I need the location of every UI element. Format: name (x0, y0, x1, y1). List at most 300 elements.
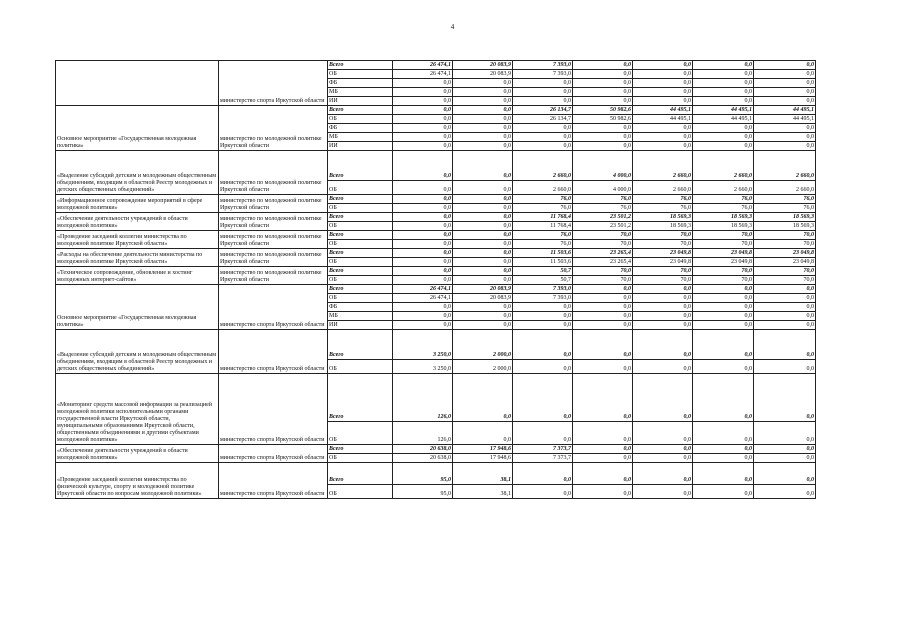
amount-cell: 23 265,4 (573, 258, 633, 267)
amount-cell: 70,0 (754, 240, 816, 249)
funding-source: ОБ (328, 485, 393, 499)
funding-source: МБ (328, 88, 393, 97)
amount-cell: 0,0 (633, 285, 693, 294)
amount-cell: 0,0 (754, 321, 816, 330)
amount-cell: 7 393,0 (513, 61, 573, 70)
amount-cell: 126,0 (393, 374, 453, 422)
amount-cell: 20 083,9 (453, 70, 513, 79)
amount-cell: 18 569,3 (693, 222, 754, 231)
funding-source: ОБ (328, 422, 393, 445)
amount-cell: 0,0 (513, 463, 573, 485)
amount-cell: 11 768,4 (513, 222, 573, 231)
amount-cell: 0,0 (453, 267, 513, 276)
amount-cell: 0,0 (513, 97, 573, 106)
amount-cell: 44 495,1 (633, 106, 693, 115)
amount-cell: 0,0 (453, 195, 513, 204)
amount-cell: 0,0 (573, 79, 633, 88)
amount-cell: 0,0 (754, 70, 816, 79)
amount-cell: 26 134,7 (513, 106, 573, 115)
funding-source: ИИ (328, 97, 393, 106)
responsible-executor: министерство спорта Иркутской области (219, 285, 328, 330)
funding-source: ОБ (328, 294, 393, 303)
amount-cell: 0,0 (693, 360, 754, 374)
amount-cell: 0,0 (633, 61, 693, 70)
amount-cell: 18 569,3 (754, 222, 816, 231)
amount-cell: 2 000,0 (453, 360, 513, 374)
amount-cell: 0,0 (754, 312, 816, 321)
responsible-executor: министерство спорта Иркутской области (219, 445, 328, 463)
amount-cell: 26 474,1 (393, 70, 453, 79)
amount-cell: 76,0 (633, 195, 693, 204)
amount-cell: 0,0 (393, 79, 453, 88)
amount-cell: 23 049,8 (754, 249, 816, 258)
amount-cell: 0,0 (754, 124, 816, 133)
amount-cell: 7 393,0 (513, 70, 573, 79)
amount-cell: 0,0 (513, 485, 573, 499)
amount-cell: 44 495,1 (754, 106, 816, 115)
amount-cell: 70,0 (573, 231, 633, 240)
amount-cell: 0,0 (693, 454, 754, 463)
funding-source: Всего (328, 195, 393, 204)
amount-cell: 23 049,8 (633, 249, 693, 258)
amount-cell: 0,0 (393, 222, 453, 231)
amount-cell: 0,0 (573, 303, 633, 312)
amount-cell: 0,0 (573, 124, 633, 133)
amount-cell: 0,0 (393, 303, 453, 312)
amount-cell: 0,0 (573, 321, 633, 330)
amount-cell: 0,0 (573, 374, 633, 422)
event-description: «Обеспечение деятельности учреждений в области молодежной политики» (56, 213, 219, 231)
event-description: «Информационное сопровождение мероприятий в сфере молодежной политики» (56, 195, 219, 213)
funding-source: Всего (328, 285, 393, 294)
event-description: «Выделение субсидий детским и молодежным общественным объединениям, входящим в областной Реестр молодежных и детских общественных объединений» (56, 151, 219, 195)
amount-cell: 70,0 (633, 276, 693, 285)
amount-cell: 95,0 (393, 485, 453, 499)
amount-cell: 0,0 (513, 88, 573, 97)
amount-cell: 0,0 (573, 454, 633, 463)
amount-cell: 0,0 (693, 124, 754, 133)
page-number: 4 (450, 23, 455, 31)
amount-cell: 0,0 (693, 303, 754, 312)
amount-cell: 0,0 (393, 231, 453, 240)
amount-cell: 0,0 (693, 463, 754, 485)
amount-cell: 0,0 (573, 61, 633, 70)
amount-cell: 50 982,6 (573, 106, 633, 115)
amount-cell: 0,0 (633, 79, 693, 88)
funding-source: Всего (328, 330, 393, 360)
amount-cell: 2 660,0 (754, 181, 816, 195)
amount-cell: 0,0 (693, 133, 754, 142)
funding-source: ОБ (328, 454, 393, 463)
amount-cell: 7 393,0 (513, 285, 573, 294)
amount-cell: 0,0 (754, 142, 816, 151)
amount-cell: 0,0 (453, 249, 513, 258)
amount-cell: 0,0 (754, 463, 816, 485)
funding-source: Всего (328, 267, 393, 276)
amount-cell: 76,0 (573, 204, 633, 213)
amount-cell: 0,0 (754, 133, 816, 142)
amount-cell: 0,0 (513, 360, 573, 374)
amount-cell: 2 660,0 (633, 181, 693, 195)
amount-cell: 0,0 (693, 445, 754, 454)
amount-cell: 0,0 (693, 142, 754, 151)
amount-cell: 0,0 (453, 258, 513, 267)
amount-cell: 11 503,6 (513, 258, 573, 267)
event-description: «Мониторинг средств массовой информации за реализацией молодежной политики исполнительными органами государственной власти Иркутской области, муниципальными образованиями Иркутской области, общественными объединениями и другими субъектами молодежной политики» (56, 374, 219, 445)
event-description: «Техническое сопровождение, обновление и хостинг молодежных интернет-сайтов» (56, 267, 219, 285)
amount-cell: 76,0 (633, 204, 693, 213)
amount-cell: 0,0 (453, 115, 513, 124)
amount-cell: 20 638,0 (393, 445, 453, 454)
event-description: «Проведение заседаний коллегии министерства по молодежной политике Иркутской области» (56, 231, 219, 249)
amount-cell: 0,0 (393, 97, 453, 106)
responsible-executor: министерство по молодежной политике Иркутской области (219, 106, 328, 151)
amount-cell: 0,0 (393, 142, 453, 151)
amount-cell: 0,0 (453, 303, 513, 312)
responsible-executor: министерство по молодежной политике Иркутской области (219, 231, 328, 249)
amount-cell: 0,0 (513, 79, 573, 88)
amount-cell: 4 000,0 (573, 151, 633, 181)
amount-cell: 70,0 (693, 240, 754, 249)
amount-cell: 0,0 (453, 106, 513, 115)
funding-source: Всего (328, 231, 393, 240)
amount-cell: 26 134,7 (513, 115, 573, 124)
amount-cell: 0,0 (573, 422, 633, 445)
amount-cell: 0,0 (754, 294, 816, 303)
amount-cell: 0,0 (573, 285, 633, 294)
table-row (56, 195, 816, 204)
amount-cell: 0,0 (693, 294, 754, 303)
amount-cell: 0,0 (573, 294, 633, 303)
amount-cell: 17 948,6 (453, 445, 513, 454)
responsible-executor: министерство спорта Иркутской области (219, 61, 328, 106)
amount-cell: 0,0 (633, 330, 693, 360)
amount-cell: 0,0 (393, 213, 453, 222)
amount-cell: 0,0 (693, 61, 754, 70)
event-description: Основное мероприятие «Государственная молодежная политика» (56, 285, 219, 330)
amount-cell: 0,0 (633, 463, 693, 485)
amount-cell: 20 083,9 (453, 61, 513, 70)
funding-source: МБ (328, 312, 393, 321)
amount-cell: 0,0 (453, 276, 513, 285)
amount-cell: 0,0 (393, 321, 453, 330)
amount-cell: 23 265,4 (573, 249, 633, 258)
amount-cell: 0,0 (453, 97, 513, 106)
amount-cell: 23 049,8 (693, 249, 754, 258)
amount-cell: 0,0 (393, 276, 453, 285)
table-body (56, 61, 816, 499)
amount-cell: 0,0 (453, 240, 513, 249)
amount-cell: 4 000,0 (573, 181, 633, 195)
amount-cell: 11 768,4 (513, 213, 573, 222)
amount-cell: 0,0 (393, 88, 453, 97)
funding-source: ИИ (328, 321, 393, 330)
amount-cell: 44 495,1 (693, 106, 754, 115)
amount-cell: 3 250,0 (393, 360, 453, 374)
amount-cell: 0,0 (633, 133, 693, 142)
amount-cell: 0,0 (453, 222, 513, 231)
amount-cell: 18 569,3 (754, 213, 816, 222)
amount-cell: 70,0 (633, 240, 693, 249)
amount-cell: 50 982,6 (573, 115, 633, 124)
amount-cell: 0,0 (754, 79, 816, 88)
funding-source: МБ (328, 133, 393, 142)
amount-cell: 0,0 (754, 360, 816, 374)
table-row (56, 213, 816, 222)
amount-cell: 26 474,1 (393, 285, 453, 294)
amount-cell: 76,0 (693, 195, 754, 204)
amount-cell: 0,0 (393, 195, 453, 204)
amount-cell: 0,0 (633, 422, 693, 445)
amount-cell: 7 373,7 (513, 445, 573, 454)
amount-cell: 44 495,1 (754, 115, 816, 124)
amount-cell: 70,0 (633, 267, 693, 276)
table-row (56, 151, 816, 181)
amount-cell: 0,0 (633, 485, 693, 499)
event-description: «Выделение субсидий детским и молодежным общественным объединениям, входящим в областной Реестр молодежных и детских общественных объединений» (56, 330, 219, 374)
amount-cell: 0,0 (754, 445, 816, 454)
funding-source: ОБ (328, 222, 393, 231)
amount-cell: 0,0 (633, 445, 693, 454)
amount-cell: 70,0 (693, 276, 754, 285)
amount-cell: 18 569,3 (633, 222, 693, 231)
table-row (56, 249, 816, 258)
amount-cell: 44 495,1 (633, 115, 693, 124)
amount-cell: 0,0 (693, 88, 754, 97)
amount-cell: 0,0 (453, 231, 513, 240)
amount-cell: 0,0 (393, 312, 453, 321)
amount-cell: 0,0 (453, 151, 513, 181)
amount-cell: 2 000,0 (453, 330, 513, 360)
funding-source: ОБ (328, 204, 393, 213)
amount-cell: 0,0 (393, 181, 453, 195)
amount-cell: 0,0 (393, 133, 453, 142)
amount-cell: 0,0 (573, 88, 633, 97)
amount-cell: 0,0 (393, 106, 453, 115)
amount-cell: 0,0 (633, 88, 693, 97)
amount-cell: 0,0 (633, 97, 693, 106)
amount-cell: 0,0 (573, 445, 633, 454)
amount-cell: 0,0 (754, 374, 816, 422)
amount-cell: 23 501,2 (573, 213, 633, 222)
amount-cell: 2 660,0 (693, 181, 754, 195)
amount-cell: 23 049,8 (754, 258, 816, 267)
amount-cell: 23 049,8 (693, 258, 754, 267)
funding-source: ОБ (328, 258, 393, 267)
amount-cell: 126,0 (393, 422, 453, 445)
event-description: Основное мероприятие «Государственная молодежная политика» (56, 106, 219, 151)
amount-cell: 0,0 (453, 312, 513, 321)
amount-cell: 0,0 (453, 124, 513, 133)
responsible-executor: министерство спорта Иркутской области (219, 463, 328, 499)
amount-cell: 0,0 (453, 374, 513, 422)
amount-cell: 11 503,6 (513, 249, 573, 258)
amount-cell: 0,0 (513, 312, 573, 321)
amount-cell: 0,0 (453, 133, 513, 142)
responsible-executor: министерство по молодежной политике Иркутской области (219, 151, 328, 195)
amount-cell: 38,1 (453, 463, 513, 485)
amount-cell: 0,0 (693, 321, 754, 330)
amount-cell: 0,0 (633, 312, 693, 321)
funding-source: Всего (328, 106, 393, 115)
amount-cell: 20 083,9 (453, 294, 513, 303)
amount-cell: 2 660,0 (633, 151, 693, 181)
amount-cell: 0,0 (754, 422, 816, 445)
amount-cell: 50,7 (513, 267, 573, 276)
amount-cell: 0,0 (693, 285, 754, 294)
amount-cell: 0,0 (573, 97, 633, 106)
amount-cell: 2 660,0 (513, 181, 573, 195)
event-description (56, 61, 219, 106)
amount-cell: 0,0 (573, 142, 633, 151)
amount-cell: 0,0 (754, 97, 816, 106)
responsible-executor: министерство спорта Иркутской области (219, 330, 328, 374)
amount-cell: 0,0 (513, 321, 573, 330)
amount-cell: 76,0 (513, 240, 573, 249)
amount-cell: 0,0 (393, 249, 453, 258)
funding-source: Всего (328, 374, 393, 422)
amount-cell: 2 660,0 (754, 151, 816, 181)
amount-cell: 18 569,3 (693, 213, 754, 222)
funding-source: ФБ (328, 303, 393, 312)
amount-cell: 76,0 (754, 204, 816, 213)
event-description: «Обеспечение деятельности учреждений в области молодежной политики» (56, 445, 219, 463)
amount-cell: 38,1 (453, 485, 513, 499)
amount-cell: 20 083,9 (453, 285, 513, 294)
table-row (56, 285, 816, 294)
funding-source: Всего (328, 445, 393, 454)
responsible-executor: министерство спорта Иркутской области (219, 374, 328, 445)
amount-cell: 7 373,7 (513, 454, 573, 463)
amount-cell: 0,0 (754, 485, 816, 499)
amount-cell: 0,0 (633, 374, 693, 422)
amount-cell: 0,0 (693, 70, 754, 79)
amount-cell: 0,0 (633, 321, 693, 330)
funding-source: ОБ (328, 181, 393, 195)
amount-cell: 0,0 (513, 133, 573, 142)
amount-cell: 0,0 (754, 88, 816, 97)
amount-cell: 0,0 (453, 79, 513, 88)
amount-cell: 0,0 (453, 321, 513, 330)
amount-cell: 0,0 (573, 360, 633, 374)
amount-cell: 70,0 (693, 231, 754, 240)
amount-cell: 0,0 (453, 142, 513, 151)
funding-source: ФБ (328, 124, 393, 133)
amount-cell: 0,0 (633, 142, 693, 151)
amount-cell: 0,0 (633, 360, 693, 374)
amount-cell: 70,0 (693, 267, 754, 276)
funding-source: Всего (328, 463, 393, 485)
responsible-executor: министерство по молодежной политике Иркутской области (219, 249, 328, 267)
table-row (56, 374, 816, 422)
funding-source: Всего (328, 213, 393, 222)
amount-cell: 0,0 (573, 70, 633, 79)
table-row (56, 463, 816, 485)
amount-cell: 76,0 (573, 195, 633, 204)
amount-cell: 0,0 (453, 213, 513, 222)
responsible-executor: министерство по молодежной политике Иркутской области (219, 213, 328, 231)
amount-cell: 0,0 (693, 312, 754, 321)
amount-cell: 0,0 (513, 422, 573, 445)
amount-cell: 44 495,1 (693, 115, 754, 124)
amount-cell: 0,0 (453, 181, 513, 195)
amount-cell: 0,0 (573, 463, 633, 485)
amount-cell: 70,0 (754, 267, 816, 276)
amount-cell: 76,0 (513, 231, 573, 240)
amount-cell: 26 474,1 (393, 294, 453, 303)
table-row (56, 330, 816, 360)
amount-cell: 18 569,3 (633, 213, 693, 222)
amount-cell: 0,0 (513, 374, 573, 422)
amount-cell: 76,0 (693, 204, 754, 213)
amount-cell: 0,0 (754, 303, 816, 312)
amount-cell: 0,0 (393, 151, 453, 181)
amount-cell: 0,0 (693, 330, 754, 360)
funding-source: ОБ (328, 360, 393, 374)
amount-cell: 26 474,1 (393, 61, 453, 70)
amount-cell: 76,0 (754, 195, 816, 204)
amount-cell: 0,0 (393, 240, 453, 249)
amount-cell: 0,0 (453, 422, 513, 445)
amount-cell: 0,0 (754, 285, 816, 294)
amount-cell: 0,0 (754, 330, 816, 360)
amount-cell: 0,0 (393, 115, 453, 124)
amount-cell: 0,0 (393, 204, 453, 213)
budget-table (55, 60, 816, 499)
funding-source: Всего (328, 249, 393, 258)
responsible-executor: министерство по молодежной политике Иркутской области (219, 195, 328, 213)
amount-cell: 0,0 (633, 70, 693, 79)
amount-cell: 20 638,0 (393, 454, 453, 463)
funding-source: ОБ (328, 70, 393, 79)
amount-cell: 0,0 (693, 97, 754, 106)
amount-cell: 0,0 (754, 454, 816, 463)
amount-cell: 0,0 (693, 79, 754, 88)
amount-cell: 0,0 (573, 133, 633, 142)
amount-cell: 0,0 (633, 303, 693, 312)
funding-source: Всего (328, 61, 393, 70)
amount-cell: 70,0 (573, 240, 633, 249)
funding-source: ФБ (328, 79, 393, 88)
amount-cell: 70,0 (754, 276, 816, 285)
table-row (56, 267, 816, 276)
amount-cell: 0,0 (453, 204, 513, 213)
amount-cell: 0,0 (513, 142, 573, 151)
amount-cell: 0,0 (633, 124, 693, 133)
amount-cell: 0,0 (573, 330, 633, 360)
table-row (56, 106, 816, 115)
table-row (56, 445, 816, 454)
amount-cell: 2 660,0 (693, 151, 754, 181)
amount-cell: 0,0 (453, 88, 513, 97)
amount-cell: 70,0 (754, 231, 816, 240)
table-row (56, 61, 816, 70)
funding-source: Всего (328, 151, 393, 181)
amount-cell: 3 250,0 (393, 330, 453, 360)
amount-cell: 0,0 (693, 485, 754, 499)
responsible-executor: министерство по молодежной политике Иркутской области (219, 267, 328, 285)
amount-cell: 0,0 (393, 258, 453, 267)
amount-cell: 70,0 (573, 267, 633, 276)
amount-cell: 0,0 (573, 312, 633, 321)
amount-cell: 0,0 (693, 374, 754, 422)
amount-cell: 50,7 (513, 276, 573, 285)
amount-cell: 7 393,0 (513, 294, 573, 303)
funding-source: ОБ (328, 276, 393, 285)
amount-cell: 0,0 (393, 124, 453, 133)
amount-cell: 0,0 (393, 267, 453, 276)
amount-cell: 76,0 (513, 204, 573, 213)
